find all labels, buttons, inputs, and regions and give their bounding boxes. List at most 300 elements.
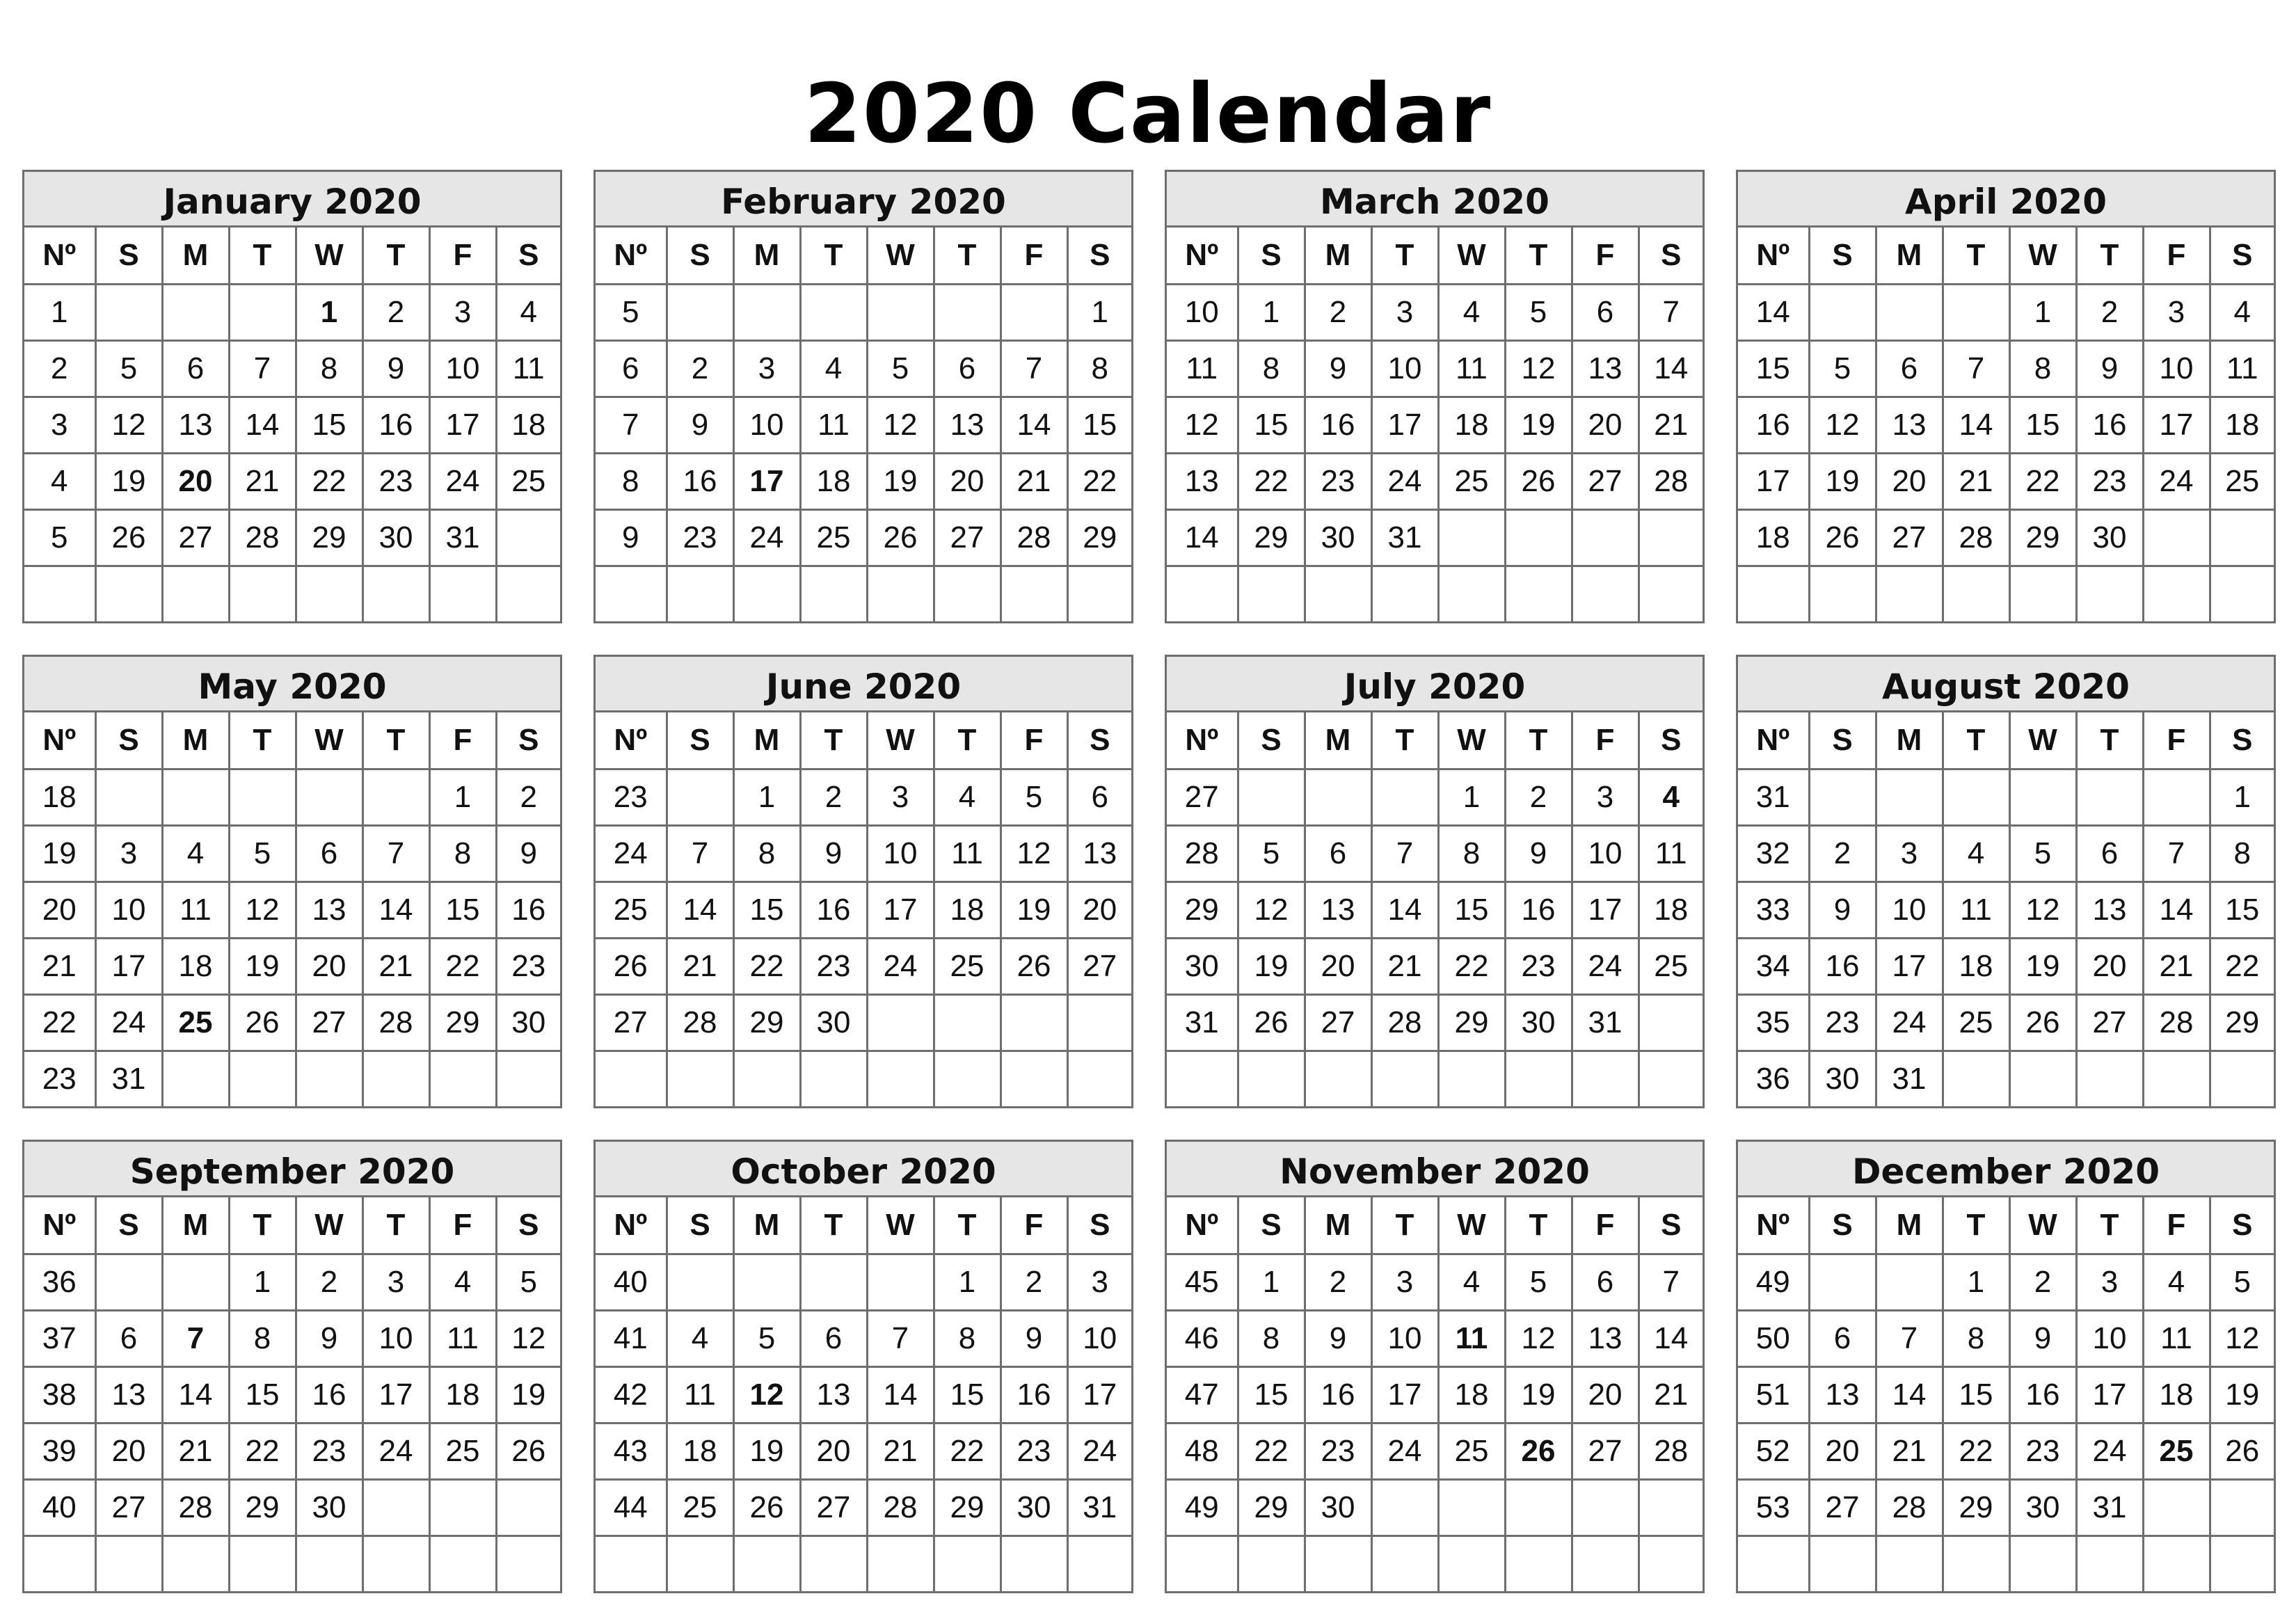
week-number: 44 — [596, 1479, 667, 1536]
day-cell: 9 — [1000, 1310, 1067, 1366]
day-cell: 10 — [95, 882, 162, 938]
day-cell: 21 — [867, 1423, 934, 1479]
weekday-header: S — [1238, 1197, 1305, 1254]
week-row — [24, 340, 560, 397]
week-number: 14 — [1738, 284, 1809, 340]
day-cell: 26 — [2009, 994, 2076, 1051]
week-row — [1167, 938, 1703, 994]
day-cell — [1238, 1051, 1305, 1107]
day-cell — [2210, 1051, 2274, 1107]
day-cell: 13 — [1572, 1310, 1639, 1366]
week-number: 27 — [596, 994, 667, 1051]
day-cell: 27 — [1572, 1423, 1639, 1479]
month-4 — [1736, 170, 2276, 623]
day-cell: 16 — [2076, 397, 2143, 453]
day-cell: 18 — [934, 882, 1000, 938]
day-cell: 4 — [429, 1254, 496, 1310]
day-cell — [1067, 1051, 1131, 1107]
day-cell: 5 — [229, 825, 296, 882]
day-cell: 16 — [1809, 938, 1876, 994]
day-cell: 4 — [934, 769, 1000, 825]
month-table — [596, 712, 1131, 1107]
day-cell: 3 — [95, 825, 162, 882]
day-cell — [867, 1536, 934, 1592]
day-cell: 26 — [867, 509, 934, 566]
weekday-header: M — [1876, 228, 1943, 284]
day-cell: 20 — [1572, 1366, 1639, 1423]
day-cell — [1809, 1536, 1876, 1592]
day-cell — [733, 1051, 800, 1107]
day-cell: 8 — [229, 1310, 296, 1366]
day-cell — [800, 566, 867, 622]
day-cell: 1 — [1438, 769, 1505, 825]
day-cell — [2143, 509, 2210, 566]
day-cell — [2009, 1536, 2076, 1592]
day-cell: 27 — [95, 1479, 162, 1536]
week-number — [1738, 566, 1809, 622]
day-cell: 1 — [2009, 284, 2076, 340]
day-cell: 28 — [1000, 509, 1067, 566]
week-number: 24 — [596, 825, 667, 882]
month-title: December 2020 — [1738, 1142, 2274, 1197]
weekday-header: F — [2143, 712, 2210, 769]
weekday-header: T — [1943, 712, 2009, 769]
day-cell: 28 — [1639, 453, 1703, 509]
day-cell: 6 — [162, 340, 229, 397]
day-cell: 15 — [229, 1366, 296, 1423]
day-cell: 12 — [2009, 882, 2076, 938]
weekday-header: T — [2076, 228, 2143, 284]
day-cell: 3 — [733, 340, 800, 397]
day-cell — [1876, 566, 1943, 622]
weekday-header-row — [596, 1197, 1131, 1254]
weekday-header: S — [667, 228, 733, 284]
day-cell: 15 — [1438, 882, 1505, 938]
day-cell — [1238, 566, 1305, 622]
weekday-header: F — [1572, 1197, 1639, 1254]
day-cell: 5 — [1505, 1254, 1572, 1310]
day-cell — [2143, 1479, 2210, 1536]
week-number: 34 — [1738, 938, 1809, 994]
day-cell: 8 — [2210, 825, 2274, 882]
day-cell: 23 — [296, 1423, 362, 1479]
weekday-header: F — [1000, 1197, 1067, 1254]
week-row — [1167, 1051, 1703, 1107]
week-number: 1 — [24, 284, 95, 340]
day-cell — [1876, 1536, 1943, 1592]
week-number: 4 — [24, 453, 95, 509]
day-cell: 14 — [667, 882, 733, 938]
week-row — [24, 509, 560, 566]
weekday-header: W — [2009, 712, 2076, 769]
week-row — [596, 1366, 1131, 1423]
day-cell: 29 — [1238, 509, 1305, 566]
day-cell: 7 — [867, 1310, 934, 1366]
day-cell: 8 — [1238, 1310, 1305, 1366]
weekday-header: T — [1371, 712, 1438, 769]
day-cell: 5 — [2009, 825, 2076, 882]
day-cell — [362, 1536, 429, 1592]
day-cell: 15 — [2009, 397, 2076, 453]
day-cell: 29 — [1438, 994, 1505, 1051]
weekday-header-row — [24, 1197, 560, 1254]
day-cell: 21 — [667, 938, 733, 994]
day-cell: 22 — [2009, 453, 2076, 509]
day-cell — [1067, 1536, 1131, 1592]
week-row — [1167, 994, 1703, 1051]
day-cell: 15 — [296, 397, 362, 453]
holiday-day-cell: 1 — [296, 284, 362, 340]
week-number: 2 — [24, 340, 95, 397]
day-cell: 25 — [1943, 994, 2009, 1051]
weekday-header-row — [1167, 1197, 1703, 1254]
day-cell: 23 — [1000, 1423, 1067, 1479]
day-cell: 17 — [867, 882, 934, 938]
day-cell: 6 — [800, 1310, 867, 1366]
week-row — [596, 825, 1131, 882]
day-cell — [95, 566, 162, 622]
week-number: 45 — [1167, 1254, 1238, 1310]
weekday-header-row — [596, 712, 1131, 769]
weekday-header: S — [2210, 712, 2274, 769]
day-cell — [362, 1051, 429, 1107]
day-cell: 13 — [95, 1366, 162, 1423]
day-cell — [667, 1254, 733, 1310]
month-title: January 2020 — [24, 172, 560, 228]
weekday-header: F — [1572, 228, 1639, 284]
day-cell: 29 — [229, 1479, 296, 1536]
day-cell: 14 — [162, 1366, 229, 1423]
day-cell: 11 — [2143, 1310, 2210, 1366]
day-cell — [1943, 284, 2009, 340]
day-cell — [867, 1051, 934, 1107]
day-cell — [1371, 1536, 1438, 1592]
month-9 — [22, 1140, 562, 1593]
day-cell: 29 — [429, 994, 496, 1051]
day-cell: 25 — [1438, 1423, 1505, 1479]
day-cell: 25 — [1639, 938, 1703, 994]
day-cell: 15 — [1238, 1366, 1305, 1423]
week-number: 14 — [1167, 509, 1238, 566]
day-cell — [1238, 769, 1305, 825]
day-cell: 10 — [733, 397, 800, 453]
day-cell — [800, 1051, 867, 1107]
day-cell — [1809, 284, 1876, 340]
day-cell — [2009, 566, 2076, 622]
weekday-header-row — [1738, 712, 2274, 769]
week-row — [24, 994, 560, 1051]
day-cell — [1639, 509, 1703, 566]
day-cell — [496, 1051, 560, 1107]
day-cell: 6 — [1809, 1310, 1876, 1366]
day-cell: 30 — [1305, 509, 1371, 566]
day-cell — [229, 1051, 296, 1107]
month-table — [1167, 228, 1703, 622]
day-cell: 19 — [229, 938, 296, 994]
day-cell: 30 — [496, 994, 560, 1051]
month-12 — [1736, 1140, 2276, 1593]
week-number — [24, 1536, 95, 1592]
day-cell: 7 — [362, 825, 429, 882]
day-cell: 4 — [2143, 1254, 2210, 1310]
week-row — [596, 1254, 1131, 1310]
day-cell: 9 — [362, 340, 429, 397]
day-cell: 19 — [2009, 938, 2076, 994]
day-cell: 15 — [1238, 397, 1305, 453]
day-cell: 2 — [2009, 1254, 2076, 1310]
day-cell: 22 — [1238, 1423, 1305, 1479]
week-row — [24, 882, 560, 938]
day-cell — [1000, 994, 1067, 1051]
week-row — [1738, 882, 2274, 938]
week-row — [24, 1536, 560, 1592]
day-cell: 1 — [1238, 1254, 1305, 1310]
day-cell — [1572, 1479, 1639, 1536]
week-number: 21 — [24, 938, 95, 994]
day-cell: 22 — [1067, 453, 1131, 509]
day-cell — [1438, 566, 1505, 622]
week-row — [24, 566, 560, 622]
day-cell — [1639, 1536, 1703, 1592]
day-cell: 9 — [496, 825, 560, 882]
day-cell: 1 — [429, 769, 496, 825]
month-8 — [1736, 655, 2276, 1108]
day-cell — [667, 284, 733, 340]
day-cell: 9 — [2076, 340, 2143, 397]
month-3 — [1165, 170, 1705, 623]
day-cell: 24 — [362, 1423, 429, 1479]
day-cell: 19 — [2210, 1366, 2274, 1423]
week-number: 16 — [1738, 397, 1809, 453]
week-number: 35 — [1738, 994, 1809, 1051]
day-cell: 8 — [296, 340, 362, 397]
week-number — [1167, 1536, 1238, 1592]
day-cell: 1 — [1943, 1254, 2009, 1310]
week-number: 36 — [24, 1254, 95, 1310]
day-cell: 16 — [496, 882, 560, 938]
day-cell — [1000, 1051, 1067, 1107]
day-cell: 3 — [1067, 1254, 1131, 1310]
weekday-header: T — [229, 1197, 296, 1254]
day-cell — [667, 1051, 733, 1107]
week-row — [1167, 1536, 1703, 1592]
day-cell: 22 — [1238, 453, 1305, 509]
week-row — [1738, 1366, 2274, 1423]
day-cell: 3 — [1876, 825, 1943, 882]
month-table — [1167, 1197, 1703, 1592]
week-number: 43 — [596, 1423, 667, 1479]
week-number-header: Nº — [1167, 228, 1238, 284]
week-number: 8 — [596, 453, 667, 509]
month-5 — [22, 655, 562, 1108]
day-cell — [2076, 1051, 2143, 1107]
day-cell: 27 — [162, 509, 229, 566]
day-cell: 10 — [2143, 340, 2210, 397]
day-cell — [733, 1536, 800, 1592]
weekday-header: T — [1505, 1197, 1572, 1254]
day-cell: 16 — [1305, 1366, 1371, 1423]
holiday-day-cell: 25 — [162, 994, 229, 1051]
day-cell — [934, 1536, 1000, 1592]
day-cell: 30 — [1505, 994, 1572, 1051]
day-cell — [362, 769, 429, 825]
week-row — [1738, 284, 2274, 340]
day-cell: 28 — [229, 509, 296, 566]
day-cell: 13 — [934, 397, 1000, 453]
day-cell: 21 — [362, 938, 429, 994]
day-cell: 14 — [1371, 882, 1438, 938]
month-table — [24, 228, 560, 622]
day-cell — [2076, 769, 2143, 825]
week-row — [596, 1310, 1131, 1366]
week-row — [1738, 340, 2274, 397]
week-number: 13 — [1167, 453, 1238, 509]
weekday-header: W — [867, 1197, 934, 1254]
day-cell: 9 — [800, 825, 867, 882]
holiday-day-cell: 26 — [1505, 1423, 1572, 1479]
week-row — [24, 938, 560, 994]
weekday-header: F — [1000, 712, 1067, 769]
day-cell: 21 — [1000, 453, 1067, 509]
month-1 — [22, 170, 562, 623]
day-cell — [1305, 1051, 1371, 1107]
day-cell: 5 — [1000, 769, 1067, 825]
day-cell: 21 — [229, 453, 296, 509]
day-cell — [1876, 284, 1943, 340]
weekday-header: F — [2143, 1197, 2210, 1254]
day-cell — [2143, 1536, 2210, 1592]
day-cell: 17 — [1067, 1366, 1131, 1423]
week-row — [1738, 1254, 2274, 1310]
day-cell: 18 — [1639, 882, 1703, 938]
day-cell: 28 — [867, 1479, 934, 1536]
weekday-header-row — [1738, 1197, 2274, 1254]
day-cell: 18 — [1943, 938, 2009, 994]
day-cell: 1 — [1067, 284, 1131, 340]
day-cell: 7 — [1876, 1310, 1943, 1366]
day-cell: 23 — [496, 938, 560, 994]
day-cell: 24 — [733, 509, 800, 566]
weekday-header: W — [296, 228, 362, 284]
week-number: 31 — [1167, 994, 1238, 1051]
day-cell: 11 — [1438, 340, 1505, 397]
day-cell: 16 — [800, 882, 867, 938]
day-cell: 4 — [496, 284, 560, 340]
day-cell — [296, 1536, 362, 1592]
day-cell: 30 — [2009, 1479, 2076, 1536]
day-cell: 6 — [1067, 769, 1131, 825]
day-cell — [2210, 509, 2274, 566]
week-number: 42 — [596, 1366, 667, 1423]
day-cell: 6 — [2076, 825, 2143, 882]
month-2 — [593, 170, 1133, 623]
day-cell: 25 — [800, 509, 867, 566]
day-cell: 3 — [362, 1254, 429, 1310]
day-cell: 19 — [1505, 1366, 1572, 1423]
week-number: 23 — [596, 769, 667, 825]
week-row — [596, 1479, 1131, 1536]
day-cell: 4 — [1943, 825, 2009, 882]
day-cell: 15 — [2210, 882, 2274, 938]
week-row — [24, 1310, 560, 1366]
day-cell: 19 — [496, 1366, 560, 1423]
day-cell: 27 — [1809, 1479, 1876, 1536]
day-cell: 12 — [1809, 397, 1876, 453]
weekday-header: M — [1305, 228, 1371, 284]
day-cell: 23 — [2009, 1423, 2076, 1479]
day-cell: 20 — [1067, 882, 1131, 938]
day-cell: 5 — [733, 1310, 800, 1366]
day-cell — [1305, 769, 1371, 825]
weekday-header: W — [296, 1197, 362, 1254]
day-cell: 13 — [162, 397, 229, 453]
month-table — [1738, 228, 2274, 622]
weekday-header-row — [1167, 228, 1703, 284]
week-number: 19 — [24, 825, 95, 882]
day-cell: 28 — [1371, 994, 1438, 1051]
month-title: February 2020 — [596, 172, 1131, 228]
day-cell: 20 — [1876, 453, 1943, 509]
day-cell: 6 — [934, 340, 1000, 397]
weekday-header: T — [800, 1197, 867, 1254]
day-cell: 20 — [296, 938, 362, 994]
weekday-header: S — [667, 1197, 733, 1254]
day-cell: 13 — [1809, 1366, 1876, 1423]
day-cell: 1 — [2210, 769, 2274, 825]
day-cell: 9 — [1305, 340, 1371, 397]
week-number-header: Nº — [1167, 712, 1238, 769]
day-cell: 18 — [2210, 397, 2274, 453]
day-cell: 8 — [429, 825, 496, 882]
day-cell: 12 — [496, 1310, 560, 1366]
week-row — [1738, 825, 2274, 882]
week-row — [1167, 566, 1703, 622]
day-cell: 25 — [429, 1423, 496, 1479]
weekday-header: S — [496, 712, 560, 769]
week-row — [1738, 769, 2274, 825]
day-cell: 23 — [362, 453, 429, 509]
day-cell: 29 — [1943, 1479, 2009, 1536]
week-row — [1167, 882, 1703, 938]
month-title: October 2020 — [596, 1142, 1131, 1197]
day-cell: 2 — [667, 340, 733, 397]
month-title: April 2020 — [1738, 172, 2274, 228]
day-cell — [800, 284, 867, 340]
day-cell — [2076, 566, 2143, 622]
day-cell: 23 — [800, 938, 867, 994]
day-cell: 1 — [934, 1254, 1000, 1310]
week-row — [1167, 509, 1703, 566]
day-cell: 2 — [296, 1254, 362, 1310]
day-cell — [2210, 1536, 2274, 1592]
weekday-header: M — [1305, 1197, 1371, 1254]
week-number: 29 — [1167, 882, 1238, 938]
day-cell: 24 — [867, 938, 934, 994]
week-number: 20 — [24, 882, 95, 938]
week-number: 25 — [596, 882, 667, 938]
day-cell — [733, 566, 800, 622]
weekday-header: T — [2076, 712, 2143, 769]
week-number-header: Nº — [24, 1197, 95, 1254]
weekday-header-row — [596, 228, 1131, 284]
day-cell: 16 — [1305, 397, 1371, 453]
week-number-header: Nº — [1738, 1197, 1809, 1254]
day-cell: 31 — [1067, 1479, 1131, 1536]
week-row — [1167, 825, 1703, 882]
day-cell: 24 — [1371, 453, 1438, 509]
weekday-header: S — [2210, 1197, 2274, 1254]
day-cell: 15 — [733, 882, 800, 938]
